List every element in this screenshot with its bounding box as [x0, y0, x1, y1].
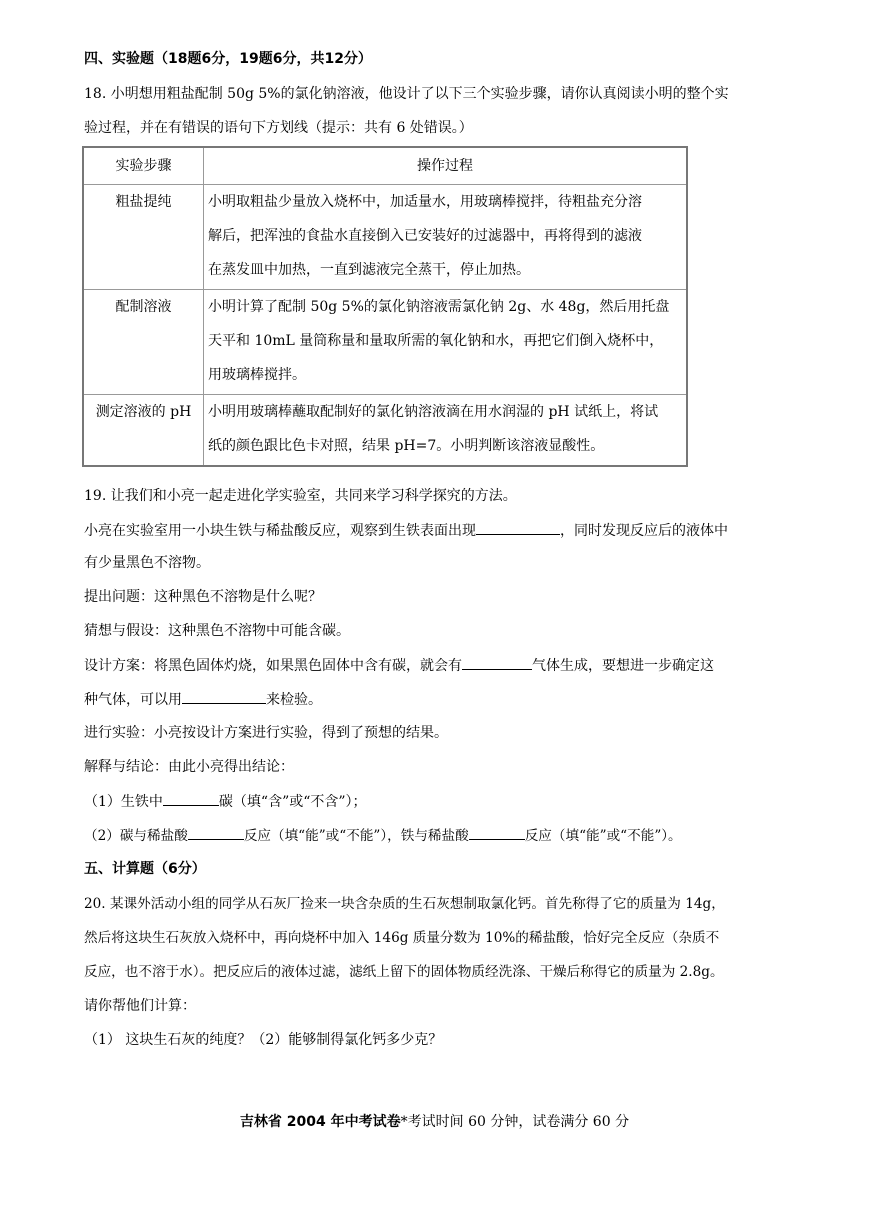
q19-line11 — [84, 825, 789, 846]
q19-text: 设计方案：将黑色固体灼烧，如果黑色固体中含有碳，就会有 — [84, 658, 462, 674]
page-footer — [0, 1112, 869, 1132]
process-line: 小明计算了配制 50g 5%的氯化钠溶液需氯化钠 2g、水 48g，然后用托盘 — [208, 299, 670, 315]
table-row — [83, 395, 687, 467]
q19-text: ，同时发现反应后的液体中 — [560, 523, 728, 539]
answer-blank[interactable] — [182, 689, 266, 704]
process-line: 纸的颜色跟比色卡对照，结果 pH=7。小明判断该溶液显酸性。 — [208, 438, 605, 454]
q19-line2 — [84, 520, 789, 541]
q19-line6 — [84, 655, 789, 676]
q19-text: （2）碳与稀盐酸 — [84, 828, 188, 844]
q19-text: 来检验。 — [266, 692, 322, 708]
footer-note: *考试时间 60 分钟，试卷满分 60 分 — [400, 1114, 630, 1130]
section4-heading: 四、实验题（18题6分，19题6分，共12分） — [84, 51, 372, 67]
q19-text: 气体生成，要想进一步确定这 — [532, 658, 714, 674]
q19-line10 — [84, 791, 789, 812]
q19-line7 — [84, 689, 789, 710]
q19-line1: 19. 让我们和小亮一起走进化学实验室，共同来学习科学探究的方法。 — [84, 488, 517, 504]
header-step: 实验步骤 — [83, 147, 204, 185]
q20-line2: 然后将这块生石灰放入烧杯中，再向烧杯中加入 146g 质量分数为 10%的稀盐酸，恰好完全反应（杂质不 — [84, 930, 720, 946]
table-header-row — [83, 147, 687, 185]
q19-line3: 有少量黑色不溶物。 — [84, 555, 210, 571]
step-cell: 测定溶液的 pH — [83, 395, 204, 467]
process-line: 用玻璃棒搅拌。 — [208, 367, 306, 383]
step-cell: 粗盐提纯 — [83, 185, 204, 290]
footer-title: 吉林省 2004 年中考试卷 — [239, 1114, 401, 1130]
table-row — [83, 290, 687, 395]
q19-text: （1）生铁中 — [84, 794, 163, 810]
process-line: 天平和 10mL 量筒称量和量取所需的氧化钠和水，再把它们倒入烧杯中， — [208, 333, 664, 349]
process-cell — [204, 395, 688, 467]
process-line: 小明用玻璃棒蘸取配制好的氯化钠溶液滴在用水润湿的 pH 试纸上，将试 — [208, 404, 659, 420]
answer-blank[interactable] — [163, 791, 219, 806]
q19-text: 小亮在实验室用一小块生铁与稀盐酸反应，观察到生铁表面出现 — [84, 523, 476, 539]
answer-blank[interactable] — [469, 825, 525, 840]
process-line: 在蒸发皿中加热，一直到滤液完全蒸干，停止加热。 — [208, 262, 530, 278]
experiment-steps-table — [82, 146, 688, 467]
answer-blank[interactable] — [476, 520, 560, 535]
q19-line8: 进行实验：小亮按设计方案进行实验，得到了预想的结果。 — [84, 725, 448, 741]
q19-line9: 解释与结论：由此小亮得出结论： — [84, 759, 294, 775]
process-cell — [204, 185, 688, 290]
q19-text: 反应（填“能”或“不能”）。 — [524, 828, 682, 844]
q19-line4: 提出问题：这种黑色不溶物是什么呢？ — [84, 589, 322, 605]
q19-text: 种气体，可以用 — [84, 692, 182, 708]
q20-line5: （1） 这块生石灰的纯度？（2）能够制得氯化钙多少克？ — [84, 1032, 443, 1048]
q20-line4: 请你帮他们计算： — [84, 998, 196, 1014]
process-line: 解后，把浑浊的食盐水直接倒入已安装好的过滤器中，再将得到的滤液 — [208, 228, 642, 244]
answer-blank[interactable] — [188, 825, 244, 840]
q19-text: 反应（填“能”或“不能”），铁与稀盐酸 — [243, 828, 469, 844]
q18-line1: 18. 小明想用粗盐配制 50g 5%的氯化钠溶液，他设计了以下三个实验步骤，请你认真阅读小明的整个实 — [84, 86, 729, 102]
section5-heading: 五、计算题（6分） — [84, 861, 206, 877]
answer-blank[interactable] — [462, 655, 532, 670]
process-cell — [204, 290, 688, 395]
process-line: 小明取粗盐少量放入烧杯中，加适量水，用玻璃棒搅拌，待粗盐充分溶 — [208, 194, 642, 210]
q19-text: 碳（填“含”或“不含”）； — [218, 794, 367, 810]
q20-line3: 反应，也不溶于水）。把反应后的液体过滤，滤纸上留下的固体物质经洗涤、干燥后称得它的质量为 2.8g。 — [84, 964, 724, 980]
q20-line1: 20. 某课外活动小组的同学从石灰厂捡来一块含杂质的生石灰想制取氯化钙。首先称得了它的质量为 14g， — [84, 896, 725, 912]
header-process: 操作过程 — [204, 147, 688, 185]
q18-line2: 验过程，并在有错误的语句下方划线（提示：共有 6 处错误。） — [84, 120, 473, 136]
table-row — [83, 185, 687, 290]
step-cell: 配制溶液 — [83, 290, 204, 395]
q19-line5: 猜想与假设：这种黑色不溶物中可能含碳。 — [84, 623, 350, 639]
